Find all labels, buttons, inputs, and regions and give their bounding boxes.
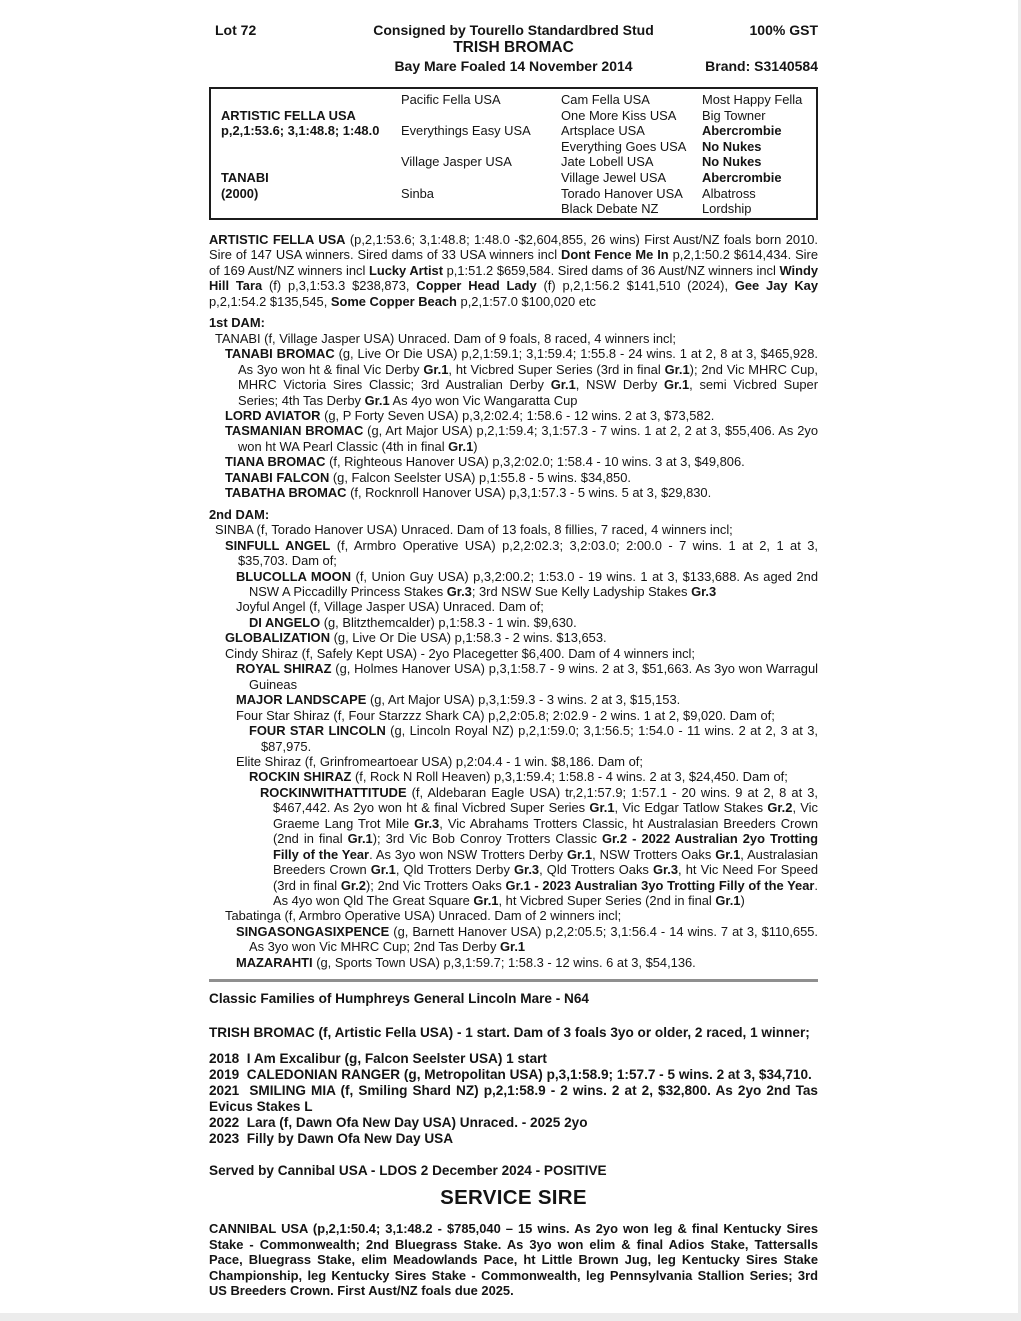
pedigree-cell: No Nukes: [702, 138, 762, 154]
pedigree-cell: Torado Hanover USA: [561, 185, 683, 201]
progeny-entry: MAZARAHTI (g, Sports Town USA) p,3,1:59.7; 1:58.3 - 12 wins. 6 at 3, $54,136.: [236, 954, 696, 970]
produce-entry: 2019 CALEDONIAN RANGER (g, Metropolitan USA) p,3,1:58.9; 1:57.7 - 5 wins. 2 at 3, $34,710.: [209, 1067, 812, 1083]
dam-line: SINBA (f, Torado Hanover USA) Unraced. Dam of 13 foals, 8 fillies, 7 raced, 4 winners incl;: [215, 522, 733, 538]
progeny-entry: LORD AVIATOR (g, P Forty Seven USA) p,3,2:02.4; 1:58.6 - 12 wins. 2 at 3, $73,582.: [225, 407, 715, 423]
pedigree-cell: Lordship: [702, 201, 752, 217]
pedigree-cell: Abercrombie: [702, 123, 782, 139]
classic-families-heading: Classic Families of Humphreys General Lincoln Mare - N64: [209, 991, 589, 1007]
pedigree-cell: One More Kiss USA: [561, 107, 677, 123]
progeny-entry: GLOBALIZATION (g, Live Or Die USA) p,1:58.3 - 2 wins. $13,653.: [225, 630, 607, 646]
served-by-line: Served by Cannibal USA - LDOS 2 December 2024 - POSITIVE: [209, 1163, 607, 1179]
consignor-line: Consigned by Tourello Standardbred Stud: [373, 22, 654, 38]
produce-entry: 2023 Filly by Dawn Ofa New Day USA: [209, 1131, 454, 1147]
header-row-3: [209, 57, 818, 75]
sire-summary: ARTISTIC FELLA USA (p,2,1:53.6; 3,1:48.8; 1:48.0 -$2,604,855, 26 wins) First Aust/NZ foals born 2010. Sire of 147 USA winners. Sired dams of 33 USA winners incl Dont Fence Me In p,2,1:50.2 $614,434. Sire of 169 Aust/NZ winners incl Lucky Artist p,1:51.2 $659,584. Sired dams of 36 Aust/NZ winners incl Windy Hill Tara (f) p,3,1:53.3 $238,873, Copper Head Lady (f) p,2,1:56.2 $141,510 (2024), Gee Jay Kay p,2,1:54.2 $135,545, Some Copper Beach p,2,1:57.0 $100,020 etc: [209, 232, 818, 309]
pedigree-cell: Big Towner: [702, 107, 766, 123]
pedigree-cell: Artsplace USA: [561, 123, 645, 139]
pedigree-cell: Black Debate NZ: [561, 201, 659, 217]
progeny-entry: MAJOR LANDSCAPE (g, Art Major USA) p,3,1:59.3 - 3 wins. 2 at 3, $15,153.: [236, 692, 681, 708]
pedigree-cell: Abercrombie: [702, 169, 782, 185]
horse-name: TRISH BROMAC: [453, 39, 574, 56]
gst-label: 100% GST: [749, 22, 818, 38]
progeny-entry: Tabatinga (f, Armbro Operative USA) Unraced. Dam of 2 winners incl;: [225, 908, 622, 924]
progeny-entry: Elite Shiraz (f, Grinfromeartoear USA) p,2:04.4 - 1 win. $8,186. Dam of;: [236, 753, 643, 769]
pedigree-cell: ARTISTIC FELLA USA: [221, 107, 356, 123]
first-dam-heading: 1st DAM:: [209, 315, 265, 331]
service-sire-summary: CANNIBAL USA (p,2,1:50.4; 3,1:48.2 - $785,040 – 15 wins. As 2yo won leg & final Kentucky Sires Stake - Commonwealth; 2nd Bluegrass Stake. As 3yo won elim & final Adios Stake, Tattersalls Pace, Bluegrass Stake, elim Meadowlands Pace, ht Little Brown Jug, leg Kentucky Sires Stake Championship, leg Kentucky Sires Stake - Commonwealth, leg Pennsylvania Stallion Series; 3rd US Breeders Crown. First Aust/NZ foals due 2025.: [209, 1221, 818, 1299]
progeny-entry: Cindy Shiraz (f, Safely Kept USA) - 2yo Placegetter $6,400. Dam of 4 winners incl;: [225, 645, 696, 661]
dam-line: TANABI (f, Village Jasper USA) Unraced. Dam of 9 foals, 8 raced, 4 winners incl;: [215, 330, 676, 346]
pedigree-cell: Village Jewel USA: [561, 169, 667, 185]
second-dam-heading: 2nd DAM:: [209, 506, 270, 522]
pedigree-cell: Jate Lobell USA: [561, 154, 654, 170]
progeny-entry: BLUCOLLA MOON (f, Union Guy USA) p,3,2:00.2; 1:53.0 - 19 wins. 1 at 3, $133,688. As aged 2nd NSW A Piccadilly Princess Stakes Gr.3; 3rd NSW Sue Kelly Ladyship Stakes Gr.3: [236, 568, 818, 599]
section-rule: [209, 979, 818, 982]
pedigree-cell: TANABI: [221, 169, 269, 185]
progeny-entry: Joyful Angel (f, Village Jasper USA) Unraced. Dam of;: [236, 599, 544, 615]
progeny-entry: SINGASONGASIXPENCE (g, Barnett Hanover USA) p,2,2:05.5; 3,1:56.4 - 14 wins. 7 at 3, $110,655. As 3yo won Vic MHRC Cup; 2nd Tas Derby Gr.1: [236, 923, 818, 955]
progeny-entry: SINFULL ANGEL (f, Armbro Operative USA) p,2,2:02.3; 3,2:03.0; 2:00.0 - 7 wins. 1 at 2, 1 at 3, $35,703. Dam of;: [225, 537, 818, 569]
pedigree-cell: Everything Goes USA: [561, 138, 687, 154]
pedigree-cell: Albatross: [702, 185, 756, 201]
progeny-entry: ROCKINWITHATTITUDE (f, Aldebaran Eagle USA) tr,2,1:57.9; 1:57.1 - 20 wins. 9 at 2, 8 at 3, $467,442. As 2yo won ht & final Vicbred Super Series Gr.1, Vic Edgar Tatlow Stakes Gr.2, Vic Graeme Lang Trot Mile Gr.3, Vic Abrahams Trotters Classic, ht Australasian Breeders Crown (2nd in final Gr.1); 3rd Vic Bob Conroy Trotters Classic Gr.2 - 2022 Australian 2yo Trotting Filly of the Year. As 3yo won NSW Trotters Derby Gr.1, NSW Trotters Oaks Gr.1, Australasian Breeders Crown Gr.1, Qld Trotters Derby Gr.3, Qld Trotters Oaks Gr.3, ht Vic Need For Speed (3rd in final Gr.2); 2nd Vic Trotters Oaks Gr.1 - 2023 Australian 3yo Trotting Filly of the Year. As 4yo won Qld The Great Square Gr.1, ht Vicbred Super Series (2nd in final Gr.1): [260, 784, 819, 909]
pedigree-cell: Most Happy Fella: [702, 92, 803, 107]
progeny-entry: TANABI FALCON (g, Falcon Seelster USA) p,1:55.8 - 5 wins. $34,850.: [225, 469, 631, 485]
pedigree-cell: Pacific Fella USA: [401, 92, 501, 107]
brand-number: Brand: S3140584: [705, 58, 818, 74]
pedigree-cell: Sinba: [401, 185, 434, 201]
progeny-entry: ROCKIN SHIRAZ (f, Rock N Roll Heaven) p,3,1:59.4; 1:58.8 - 4 wins. 2 at 3, $24,450. Dam of;: [249, 769, 788, 785]
pedigree-cell: Cam Fella USA: [561, 92, 650, 107]
progeny-entry: TIANA BROMAC (f, Righteous Hanover USA) p,3,2:02.0; 1:58.4 - 10 wins. 3 at 3, $49,806.: [225, 454, 745, 470]
pedigree-cell: p,2,1:53.6; 3,1:48.8; 1:48.0: [221, 123, 380, 139]
service-sire-heading: SERVICE SIRE: [440, 1186, 587, 1210]
progeny-entry: TASMANIAN BROMAC (g, Art Major USA) p,2,1:59.4; 3,1:57.3 - 7 wins. 1 at 2, 2 at 3, $55,406. As 2yo won ht WA Pearl Classic (4th in final Gr.1): [225, 423, 819, 454]
header-row-1: [209, 21, 818, 39]
produce-entry: 2022 Lara (f, Dawn Ofa New Day USA) Unraced. - 2025 2yo: [209, 1115, 588, 1131]
mare-produce-summary: TRISH BROMAC (f, Artistic Fella USA) - 1 start. Dam of 3 foals 3yo or older, 2 raced, 1 winner;: [209, 1025, 810, 1041]
pedigree-cell: Everythings Easy USA: [401, 123, 531, 139]
produce-entry: 2018 I Am Excalibur (g, Falcon Seelster USA) 1 start: [209, 1051, 547, 1067]
progeny-entry: DI ANGELO (g, Blitzthemcalder) p,1:58.3 - 1 win. $9,630.: [249, 614, 577, 630]
pedigree-table: [209, 87, 818, 220]
pedigree-cell: Village Jasper USA: [401, 154, 512, 170]
pedigree-cell: (2000): [221, 185, 259, 201]
foaled-line: Bay Mare Foaled 14 November 2014: [394, 58, 633, 74]
body-blocks: [209, 232, 818, 1299]
progeny-entry: FOUR STAR LINCOLN (g, Lincoln Royal NZ) p,2,1:59.0; 3,1:56.5; 1:54.0 - 11 wins. 2 at 2, 3 at 3, $87,975.: [249, 723, 818, 754]
progeny-entry: Four Star Shiraz (f, Four Starzzz Shark CA) p,2,2:05.8; 2:02.9 - 2 wins. 1 at 2, $9,020. Dam of;: [236, 707, 775, 723]
lot-number: Lot 72: [215, 22, 257, 38]
progeny-entry: ROYAL SHIRAZ (g, Holmes Hanover USA) p,3,1:58.7 - 9 wins. 2 at 3, $51,663. As 3yo won Warragul Guineas: [236, 661, 818, 692]
progeny-entry: TANABI BROMAC (g, Live Or Die USA) p,2,1:59.1; 3,1:59.4; 1:55.8 - 24 wins. 1 at 2, 8 at 3, $465,928. As 3yo won ht & final Vic Derby Gr.1, ht Vicbred Super Series (3rd in final Gr.1); 2nd Vic MHRC Cup, MHRC Victoria Sires Classic; 3rd Australian Derby Gr.1, NSW Derby Gr.1, semi Vicbred Super Series; 4th Tas Derby Gr.1 As 4yo won Vic Wangaratta Cup: [225, 346, 819, 408]
pedigree-cell: No Nukes: [702, 154, 762, 170]
page-content: [209, 0, 818, 1299]
produce-entry: 2021 SMILING MIA (f, Smiling Shard NZ) p,2,1:58.9 - 2 wins. 2 at 2, $32,800. As 2yo 2nd Tas Evicus Stakes L: [209, 1083, 818, 1115]
progeny-entry: TABATHA BROMAC (f, Rocknroll Hanover USA) p,3,1:57.3 - 5 wins. 5 at 3, $29,830.: [225, 485, 712, 501]
